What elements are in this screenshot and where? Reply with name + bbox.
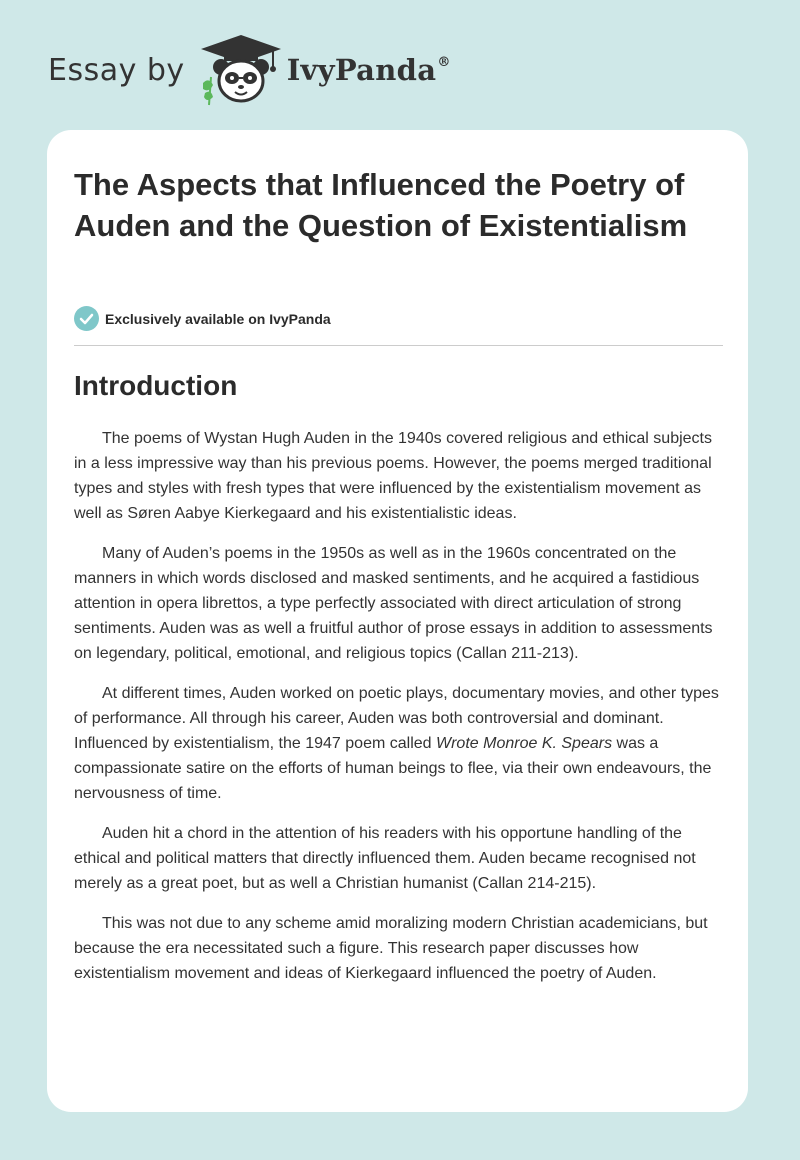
essay-card (47, 130, 748, 1112)
paragraph-3-before: At different times, Auden worked on poetic plays, documentary movies, and other types of performance. All through his career, Auden was both controversial and dominant. Influenced by existentialism, the 1947 poem called (74, 685, 719, 752)
section-heading: Introduction (74, 370, 238, 401)
title-divider (74, 345, 723, 346)
brand-name (287, 53, 451, 87)
paragraph-2: Many of Auden’s poems in the 1950s as well as in the 1960s concentrated on the manners in which words disclosed and masked sentiments, and he acquired a fastidious attention in opera librettos, a type perfectly associated with direct articulation of strong sentiments. Auden was as well a fruitful author of prose essays in addition to assessments on legendary, political, emotional, and religious topics (Callan 211-213). (74, 545, 713, 662)
paragraph-5: This was not due to any scheme amid moralizing modern Christian academicians, but because the era necessitated such a figure. This research paper discusses how existentialism movement and ideas of Kierkegaard influenced the poetry of Auden. (74, 915, 708, 982)
registered-mark: ® (437, 55, 451, 70)
paragraph-1: The poems of Wystan Hugh Auden in the 1940s covered religious and ethical subjects in a less impressive way than his previous poems. However, the poems merged traditional types and styles with fresh types that were influenced by the existentialism movement as well as Søren Aabye Kierkegaard and his existentialistic ideas. (74, 430, 712, 522)
panda-graduate-icon (199, 33, 283, 107)
essay-title: The Aspects that Influenced the Poetry of Auden and the Question of Existentialism (74, 167, 688, 243)
paragraph-4: Auden hit a chord in the attention of his readers with his opportune handling of the ethical and political matters that directly influenced them. Auden became recognised not merely as a great poet, but as well a Christian humanist (Callan 214-215). (74, 825, 696, 892)
essay-by-label: Essay by (48, 52, 185, 88)
brand-header[interactable] (48, 30, 451, 110)
essay-body (74, 426, 726, 1001)
exclusive-badge (74, 306, 331, 331)
poem-title: Wrote Monroe K. Spears (436, 735, 613, 752)
exclusive-label: Exclusively available on IvyPanda (105, 310, 331, 327)
brand-name-text: IvyPanda (286, 53, 437, 87)
check-circle-icon (74, 306, 99, 331)
paragraph-3-after: was a compassionate satire on the efforts of human beings to flee, via their own endeavours, the nervousness of time. (74, 735, 712, 802)
paragraph-3 (74, 681, 726, 806)
